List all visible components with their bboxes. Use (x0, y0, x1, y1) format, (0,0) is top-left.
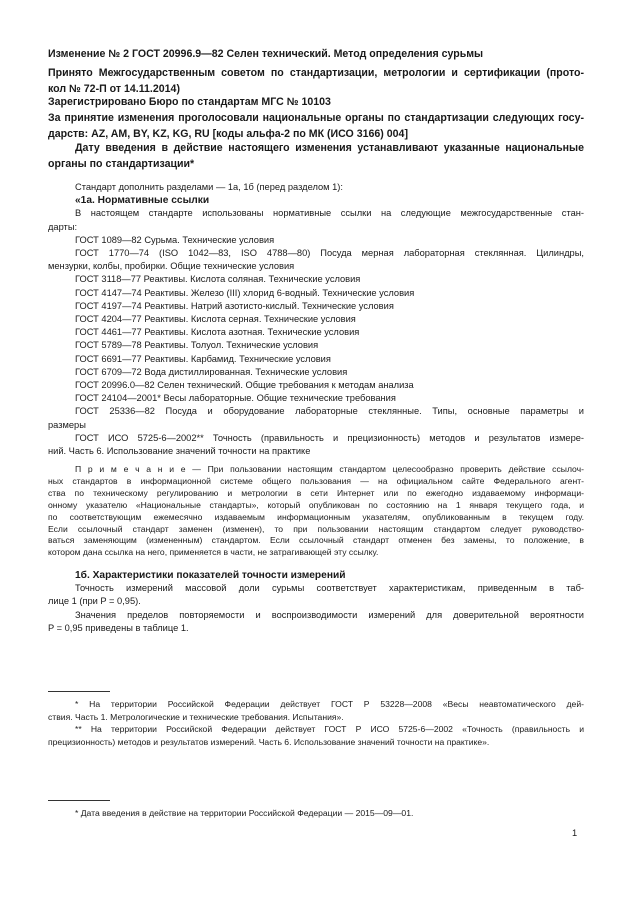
voting-statement (48, 111, 584, 142)
reference-list (48, 234, 584, 458)
adopted-statement (48, 66, 584, 97)
effective-date-statement (48, 141, 584, 172)
reference-item: ГОСТ 5789—78 Реактивы. Толуол. Технические условия (75, 340, 319, 351)
note-line: котором дана ссылка на него, применяется в части, не затрагивающей эту ссылку. (48, 547, 379, 558)
adopted-line-1: Принято Межгосударственным советом по стандартизации, метрологии и сертификации (прото- (48, 67, 584, 79)
reference-item: ГОСТ 4461—77 Реактивы. Кислота азотная. Технические условия (75, 327, 360, 338)
footnote-1-line-2: ствия. Часть 1. Метрологические и технические требования. Испытания». (48, 711, 344, 722)
accuracy-paragraph-line-2: лице 1 (при P = 0,95). (48, 596, 141, 607)
note-line: ных стандартов в информационной системе общего пользования — на официальном сайте Федерального агент- (48, 475, 584, 486)
footnote-1-line-1: * На территории Российской Федерации действует ГОСТ Р 53228—2008 «Весы неавтоматического дей- (75, 699, 584, 709)
reference-item: ГОСТ 25336—82 Посуда и оборудование лабораторные стеклянные. Типы, основные параметры и (75, 406, 584, 417)
refs-intro-line-2: дарты: (48, 221, 78, 232)
section-1a-heading: «1а. Нормативные ссылки (75, 195, 210, 207)
effective-date-line-1: Дату введения в действие настоящего изменения устанавливают указанные национальные (75, 142, 584, 154)
note-line: П р и м е ч а н и е — При пользовании настоящим стандартом целесообразно проверить действие ссылоч- (75, 464, 584, 474)
reference-item: ГОСТ 1770—74 (ISO 1042—83, ISO 4788—80) Посуда мерная лабораторная стеклянная. Цилиндры, (75, 248, 584, 259)
reference-item: ГОСТ 1089—82 Сурьма. Технические условия (75, 234, 275, 245)
note-line: онному указателю «Национальные стандарты», который опубликован по состоянию на 1 января текущего года, и (48, 499, 584, 510)
voting-line-2: дарств: AZ, AM, BY, KZ, KG, RU [коды альфа-2 по МК (ИСО 3166) 004] (48, 127, 408, 140)
note-line: ваться заменяющим (измененным) стандартом. Если ссылочный стандарт отменен без замены, то положение, в (48, 535, 584, 546)
reference-item-continuation: мензурки, колбы, пробирки. Общие технические условия (48, 261, 295, 272)
reference-item: ГОСТ 6691—77 Реактивы. Карбамид. Технические условия (75, 353, 331, 364)
reference-item: ГОСТ 4147—74 Реактивы. Железо (III) хлорид 6-водный. Технические условия (75, 287, 415, 298)
footnote-2-line-1: ** На территории Российской Федерации действует ГОСТ Р ИСО 5725-6—2002 «Точность (правильность и (75, 724, 584, 735)
footnotes-block (48, 698, 584, 748)
footnote-separator-2 (48, 800, 110, 801)
effective-date-line-2: органы по стандартизации* (48, 157, 195, 170)
note-line: Если ссылочный стандарт заменен (изменен), то при пользовании настоящим стандартом следует руководство- (48, 523, 584, 534)
reference-item: ГОСТ 20996.0—82 Селен технический. Общие требования к методам анализа (75, 380, 414, 391)
registration-statement (48, 95, 584, 111)
section-1b-heading: 1б. Характеристики показателей точности измерений (75, 570, 346, 581)
reference-item-continuation: ний. Часть 6. Использование значений точности на практике (48, 446, 311, 457)
effective-date-footnote (48, 807, 584, 820)
limits-paragraph-line-2: P = 0,95 приведены в таблице 1. (48, 622, 189, 633)
footnote-separator (48, 691, 110, 692)
amendment-body (48, 181, 584, 458)
reference-item: ГОСТ 4197—74 Реактивы. Натрий азотисто-кислый. Технические условия (75, 300, 394, 311)
reference-item: ГОСТ 4204—77 Реактивы. Кислота серная. Технические условия (75, 314, 356, 325)
adopted-line-2: кол № 72-П от 14.11.2014) (48, 82, 180, 95)
note-block (48, 464, 584, 559)
amendment-title (48, 47, 584, 63)
note-line: ства по техническому регулированию и метрологии в сети Интернет или по ежегодно издаваемому информаци- (48, 487, 584, 498)
reference-item: ГОСТ 24104—2001* Весы лабораторные. Общие технические требования (75, 393, 396, 404)
amendment-title-text: Изменение № 2 ГОСТ 20996.9—82 Селен технический. Метод определения сурьмы (48, 48, 484, 60)
refs-intro-line-1: В настоящем стандарте использованы нормативные ссылки на следующие межгосударственные стан- (75, 208, 584, 219)
note-line: по соответствующим ежемесячно издаваемым информационным указателям, опубликованным в текущем году. (48, 511, 584, 522)
intro-paragraph: Стандарт дополнить разделами — 1а, 1б (перед разделом 1): (75, 182, 343, 192)
voting-line-1: За принятие изменения проголосовали национальные органы по стандартизации следующих госу- (48, 112, 584, 124)
page-number: 1 (572, 828, 578, 838)
section-1b (48, 569, 584, 635)
reference-item-continuation: размеры (48, 419, 86, 430)
footnote-3-text: * Дата введения в действие на территории Российской Федерации — 2015—09—01. (75, 808, 414, 818)
limits-paragraph-line-1: Значения пределов повторяемости и воспроизводимости измерений для доверительной вероятности (75, 609, 584, 620)
footnote-2-line-2: прецизионность) методов и результатов измерений. Часть 6. Использование значений точности на практике». (48, 736, 490, 747)
reference-item: ГОСТ 6709—72 Вода дистиллированная. Технические условия (75, 366, 348, 377)
reference-item: ГОСТ 3118—77 Реактивы. Кислота соляная. Технические условия (75, 274, 361, 285)
reference-item: ГОСТ ИСО 5725-6—2002** Точность (правильность и прецизионность) методов и результатов измере- (75, 432, 584, 443)
accuracy-paragraph-line-1: Точность измерений массовой доли сурьмы соответствует характеристикам, приведенным в таб- (75, 583, 584, 594)
registration-text: Зарегистрировано Бюро по стандартам МГС № 10103 (48, 96, 331, 108)
